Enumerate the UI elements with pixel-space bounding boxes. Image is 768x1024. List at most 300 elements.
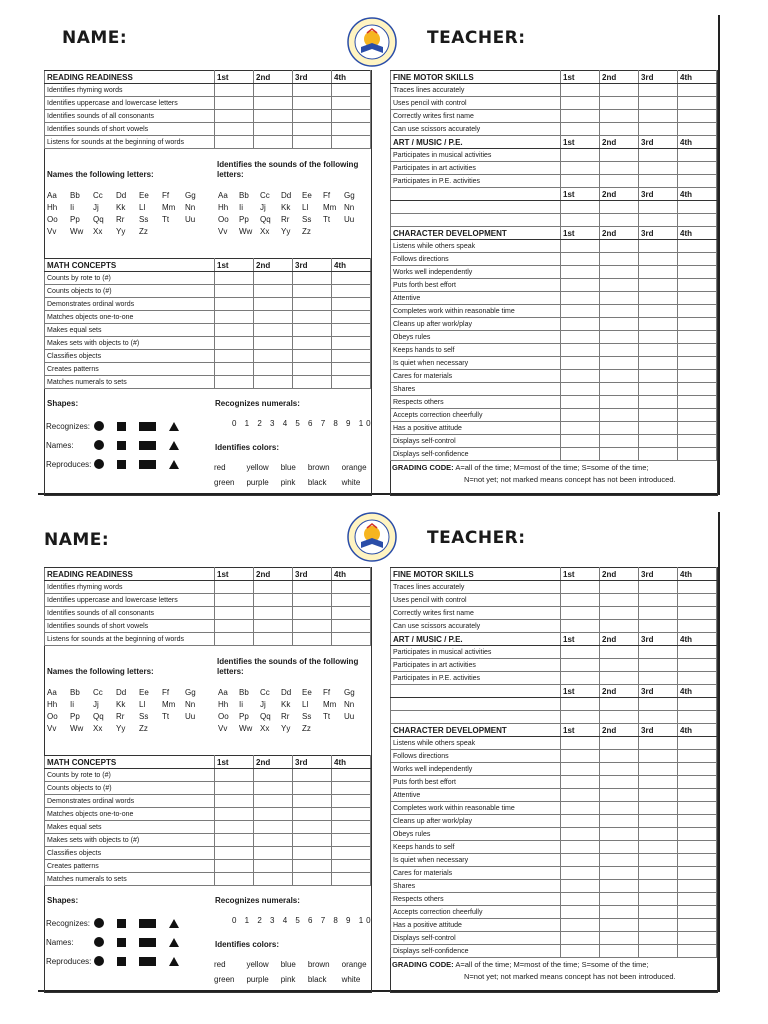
color-word: yellow bbox=[246, 463, 269, 472]
grade-cell bbox=[678, 357, 717, 370]
letter-pair: Ff bbox=[323, 688, 331, 697]
table-row bbox=[391, 841, 717, 854]
letter-pair: Vv bbox=[47, 724, 57, 733]
letter-pair: Ll bbox=[302, 700, 309, 709]
letter-pair: Zz bbox=[302, 724, 311, 733]
grade-cell bbox=[215, 808, 254, 821]
grade-cell bbox=[561, 240, 600, 253]
grade-cell bbox=[639, 149, 678, 162]
grade-cell bbox=[561, 698, 600, 711]
grade-cell bbox=[293, 769, 332, 782]
table-row bbox=[391, 802, 717, 815]
reading-readiness-header bbox=[45, 71, 371, 84]
quarter-header: 2nd bbox=[600, 71, 639, 84]
grade-cell bbox=[600, 750, 639, 763]
item-label: Obeys rules bbox=[391, 331, 561, 344]
grade-cell bbox=[215, 620, 254, 633]
grade-cell bbox=[678, 162, 717, 175]
letter-pair: Oo bbox=[218, 215, 229, 224]
rectangle-icon bbox=[139, 938, 156, 947]
grade-cell bbox=[678, 396, 717, 409]
quarter-header: 4th bbox=[332, 259, 371, 272]
names-letters-grid bbox=[47, 688, 208, 733]
grade-cell bbox=[639, 253, 678, 266]
letter-pair: Uu bbox=[344, 712, 355, 721]
quarter-header: 4th bbox=[678, 227, 717, 240]
grade-cell bbox=[215, 821, 254, 834]
letter-pair: Zz bbox=[139, 227, 148, 236]
quarter-header: 3rd bbox=[293, 259, 332, 272]
grade-cell bbox=[678, 448, 717, 461]
quarter-header: 3rd bbox=[639, 136, 678, 149]
letter-pair: Hh bbox=[47, 203, 58, 212]
grade-cell bbox=[254, 311, 293, 324]
letter-pair: Uu bbox=[185, 712, 196, 721]
letter-pair: Yy bbox=[116, 724, 126, 733]
grade-cell bbox=[561, 266, 600, 279]
item-label: Counts objects to (#) bbox=[45, 285, 215, 298]
grade-cell bbox=[678, 344, 717, 357]
table-row bbox=[391, 422, 717, 435]
letter-pair: Hh bbox=[218, 700, 229, 709]
grade-cell bbox=[678, 932, 717, 945]
item-label: Identifies sounds of short vowels bbox=[45, 620, 215, 633]
triangle-icon bbox=[169, 957, 179, 966]
letter-pair: Tt bbox=[323, 215, 331, 224]
grade-cell bbox=[254, 298, 293, 311]
square-icon bbox=[117, 957, 126, 966]
grade-cell bbox=[254, 376, 293, 389]
letter-pair: Dd bbox=[281, 688, 292, 697]
color-word: blue bbox=[280, 960, 296, 969]
grade-cell bbox=[678, 646, 717, 659]
grade-cell bbox=[254, 581, 293, 594]
table-row bbox=[45, 110, 371, 123]
art-header bbox=[391, 633, 717, 646]
item-label: Respects others bbox=[391, 893, 561, 906]
grade-cell bbox=[600, 659, 639, 672]
quarter-header: 1st bbox=[561, 685, 600, 698]
grade-cell bbox=[561, 867, 600, 880]
table-row bbox=[391, 331, 717, 344]
grade-cell bbox=[678, 698, 717, 711]
table-row bbox=[45, 808, 371, 821]
quarter-header: 4th bbox=[678, 633, 717, 646]
shape-row bbox=[46, 956, 179, 966]
colors-list bbox=[214, 960, 367, 984]
grade-cell bbox=[678, 175, 717, 188]
letter-pair: Ii bbox=[239, 700, 243, 709]
grade-cell bbox=[215, 607, 254, 620]
grade-cell bbox=[678, 815, 717, 828]
quarter-header: 2nd bbox=[254, 568, 293, 581]
grade-cell bbox=[600, 253, 639, 266]
grade-cell bbox=[639, 279, 678, 292]
table-row bbox=[391, 646, 717, 659]
grade-cell bbox=[600, 305, 639, 318]
letter-pair: Kk bbox=[116, 203, 126, 212]
grade-cell bbox=[561, 292, 600, 305]
art-header bbox=[391, 136, 717, 149]
numerals-values: 0 1 2 3 4 5 6 7 8 9 10 bbox=[232, 916, 374, 925]
character-header bbox=[391, 227, 717, 240]
triangle-icon bbox=[169, 919, 179, 928]
quarter-header: 1st bbox=[561, 71, 600, 84]
grade-cell bbox=[215, 363, 254, 376]
grade-cell bbox=[639, 919, 678, 932]
grade-cell bbox=[600, 763, 639, 776]
report-card bbox=[0, 497, 768, 994]
grade-cell bbox=[561, 123, 600, 136]
table-row bbox=[391, 175, 717, 188]
grade-cell bbox=[678, 828, 717, 841]
grade-cell bbox=[332, 795, 371, 808]
grade-cell bbox=[215, 97, 254, 110]
item-label: Can use scissors accurately bbox=[391, 620, 561, 633]
grade-cell bbox=[678, 409, 717, 422]
letter-pair: Qq bbox=[93, 712, 104, 721]
grade-cell bbox=[254, 834, 293, 847]
letter-pair: Bb bbox=[70, 688, 80, 697]
grade-cell bbox=[561, 854, 600, 867]
grade-cell bbox=[639, 659, 678, 672]
grade-cell bbox=[215, 324, 254, 337]
grade-cell bbox=[332, 620, 371, 633]
grade-cell bbox=[600, 932, 639, 945]
item-label: Participates in musical activities bbox=[391, 149, 561, 162]
math-concepts-table bbox=[44, 258, 371, 389]
letter-pair: Xx bbox=[260, 227, 270, 236]
color-word: pink bbox=[280, 975, 296, 984]
grade-cell bbox=[678, 789, 717, 802]
quarter-header: 4th bbox=[678, 685, 717, 698]
grade-cell bbox=[561, 646, 600, 659]
grade-cell bbox=[600, 331, 639, 344]
letter-pair: Cc bbox=[93, 191, 103, 200]
letter-pair: Ii bbox=[70, 203, 74, 212]
letter-pair: Ff bbox=[162, 191, 170, 200]
letter-pair: Zz bbox=[139, 724, 148, 733]
quarter-header: 3rd bbox=[293, 756, 332, 769]
grade-cell bbox=[600, 711, 639, 724]
color-word: green bbox=[214, 975, 235, 984]
table-row bbox=[45, 633, 371, 646]
letter-pair: Rr bbox=[281, 712, 290, 721]
table-row bbox=[45, 376, 371, 389]
grading-code-line2: N=not yet; not marked means concept has not been introduced. bbox=[464, 972, 676, 981]
reading-readiness-table bbox=[44, 567, 371, 646]
extra-header bbox=[391, 188, 717, 201]
shapes-title: Shapes: bbox=[47, 896, 79, 905]
grade-cell bbox=[600, 149, 639, 162]
grade-cell bbox=[561, 945, 600, 958]
table-row bbox=[391, 880, 717, 893]
table-row bbox=[391, 149, 717, 162]
table-row bbox=[391, 123, 717, 136]
letter-pair: Aa bbox=[47, 688, 57, 697]
table-row bbox=[391, 932, 717, 945]
letter-pair: Yy bbox=[281, 724, 291, 733]
letter-pair: Aa bbox=[218, 191, 228, 200]
table-row bbox=[45, 285, 371, 298]
grade-cell bbox=[600, 370, 639, 383]
teacher-label: TEACHER: bbox=[427, 528, 526, 548]
grade-cell bbox=[600, 266, 639, 279]
table-row bbox=[391, 357, 717, 370]
grade-cell bbox=[561, 318, 600, 331]
grade-cell bbox=[293, 84, 332, 97]
grade-cell bbox=[639, 776, 678, 789]
grade-cell bbox=[561, 149, 600, 162]
table-row bbox=[45, 581, 371, 594]
grade-cell bbox=[600, 607, 639, 620]
grade-cell bbox=[600, 448, 639, 461]
grade-cell bbox=[639, 201, 678, 214]
grade-cell bbox=[332, 298, 371, 311]
grade-cell bbox=[678, 370, 717, 383]
grade-cell bbox=[561, 789, 600, 802]
grade-cell bbox=[215, 860, 254, 873]
fine-motor-header bbox=[391, 568, 717, 581]
item-label: Identifies sounds of all consonants bbox=[45, 110, 215, 123]
circle-icon bbox=[94, 956, 104, 966]
fine-motor-header bbox=[391, 71, 717, 84]
grade-cell bbox=[639, 305, 678, 318]
shape-row bbox=[46, 440, 179, 450]
item-label: Accepts correction cheerfully bbox=[391, 409, 561, 422]
quarter-header: 4th bbox=[678, 188, 717, 201]
letter-pair: Pp bbox=[70, 712, 80, 721]
letter-pair bbox=[185, 724, 208, 733]
grade-cell bbox=[332, 363, 371, 376]
shape-row-label: Names: bbox=[46, 440, 74, 450]
letter-pair: Vv bbox=[218, 227, 228, 236]
grade-cell bbox=[254, 620, 293, 633]
reading-readiness-table bbox=[44, 70, 371, 149]
letter-pair: Mm bbox=[162, 203, 176, 212]
letter-pair: Tt bbox=[162, 712, 170, 721]
table-row bbox=[391, 815, 717, 828]
letter-pair: Qq bbox=[260, 215, 271, 224]
item-label: Listens for sounds at the beginning of words bbox=[45, 136, 215, 149]
grade-cell bbox=[215, 795, 254, 808]
table-row bbox=[45, 834, 371, 847]
table-row bbox=[45, 620, 371, 633]
table-row bbox=[45, 272, 371, 285]
letter-pair: Pp bbox=[239, 215, 249, 224]
grade-cell bbox=[678, 880, 717, 893]
table-row bbox=[45, 860, 371, 873]
quarter-header: 4th bbox=[332, 71, 371, 84]
grade-cell bbox=[293, 633, 332, 646]
item-label: Counts objects to (#) bbox=[45, 782, 215, 795]
quarter-header: 2nd bbox=[600, 685, 639, 698]
letter-pair: Pp bbox=[70, 215, 80, 224]
sounds-letters-title: Identifies the sounds of the following letters: bbox=[217, 160, 359, 179]
item-label: Identifies rhyming words bbox=[45, 84, 215, 97]
art-header-title: ART / MUSIC / P.E. bbox=[391, 633, 561, 646]
grade-cell bbox=[678, 279, 717, 292]
grade-cell bbox=[600, 357, 639, 370]
letter-pair: Nn bbox=[344, 700, 355, 709]
item-label: Puts forth best effort bbox=[391, 279, 561, 292]
item-label: Listens for sounds at the beginning of words bbox=[45, 633, 215, 646]
art-header-title: ART / MUSIC / P.E. bbox=[391, 136, 561, 149]
table-row bbox=[391, 240, 717, 253]
grade-cell bbox=[678, 711, 717, 724]
grade-cell bbox=[332, 84, 371, 97]
color-word: pink bbox=[280, 478, 296, 487]
table-row bbox=[45, 123, 371, 136]
grade-cell bbox=[561, 763, 600, 776]
quarter-header: 1st bbox=[561, 188, 600, 201]
grade-cell bbox=[293, 607, 332, 620]
letter-pair: Mm bbox=[162, 700, 176, 709]
grade-cell bbox=[600, 646, 639, 659]
table-row bbox=[391, 344, 717, 357]
letter-pair: Bb bbox=[239, 191, 249, 200]
school-seal-logo bbox=[347, 512, 397, 562]
letter-pair: Pp bbox=[239, 712, 249, 721]
item-label: Participates in P.E. activities bbox=[391, 672, 561, 685]
item-label: Counts by rote to (#) bbox=[45, 272, 215, 285]
grade-cell bbox=[678, 266, 717, 279]
table-row bbox=[391, 318, 717, 331]
table-row bbox=[391, 409, 717, 422]
grade-cell bbox=[678, 214, 717, 227]
grade-cell bbox=[561, 279, 600, 292]
table-row bbox=[45, 594, 371, 607]
grade-cell bbox=[332, 337, 371, 350]
name-label: NAME: bbox=[62, 28, 128, 48]
grade-cell bbox=[293, 594, 332, 607]
grade-cell bbox=[293, 272, 332, 285]
grade-cell bbox=[639, 828, 678, 841]
sounds-letters-title: Identifies the sounds of the following letters: bbox=[217, 657, 359, 676]
grade-cell bbox=[254, 873, 293, 886]
grade-cell bbox=[254, 633, 293, 646]
item-label: Makes equal sets bbox=[45, 821, 215, 834]
letter-pair: Hh bbox=[47, 700, 58, 709]
grade-cell bbox=[600, 698, 639, 711]
grade-cell bbox=[293, 311, 332, 324]
triangle-icon bbox=[169, 460, 179, 469]
quarter-header: 1st bbox=[561, 136, 600, 149]
quarter-header: 4th bbox=[678, 568, 717, 581]
table-row bbox=[45, 363, 371, 376]
item-label: Accepts correction cheerfully bbox=[391, 906, 561, 919]
item-label: Cares for materials bbox=[391, 867, 561, 880]
letter-pair: Ll bbox=[302, 203, 309, 212]
letter-pair: Kk bbox=[281, 700, 291, 709]
item-label: Cleans up after work/play bbox=[391, 318, 561, 331]
grade-cell bbox=[332, 769, 371, 782]
grade-cell bbox=[639, 331, 678, 344]
item-label bbox=[391, 214, 561, 227]
item-label: Matches objects one-to-one bbox=[45, 311, 215, 324]
color-word: purple bbox=[246, 478, 269, 487]
grade-cell bbox=[293, 873, 332, 886]
grading-code-line1: A=all of the time; M=most of the time; S=some of the time; bbox=[455, 960, 649, 969]
grade-cell bbox=[254, 847, 293, 860]
grade-cell bbox=[600, 110, 639, 123]
table-row bbox=[45, 782, 371, 795]
grade-cell bbox=[678, 802, 717, 815]
grade-cell bbox=[293, 97, 332, 110]
table-row bbox=[391, 370, 717, 383]
grade-cell bbox=[561, 253, 600, 266]
name-label: NAME: bbox=[44, 530, 110, 550]
grade-cell bbox=[561, 162, 600, 175]
table-row bbox=[391, 776, 717, 789]
extra-header-title bbox=[391, 685, 561, 698]
quarter-header: 4th bbox=[678, 71, 717, 84]
item-label: Displays self-control bbox=[391, 932, 561, 945]
grade-cell bbox=[678, 422, 717, 435]
letter-pair: Uu bbox=[344, 215, 355, 224]
table-row bbox=[391, 581, 717, 594]
grade-cell bbox=[561, 409, 600, 422]
quarter-header: 2nd bbox=[600, 227, 639, 240]
item-label: Makes sets with objects to (#) bbox=[45, 834, 215, 847]
table-row bbox=[391, 97, 717, 110]
grade-cell bbox=[639, 409, 678, 422]
item-label: Completes work within reasonable time bbox=[391, 802, 561, 815]
grade-cell bbox=[332, 376, 371, 389]
shape-row bbox=[46, 421, 179, 431]
grade-cell bbox=[678, 672, 717, 685]
quarter-header: 2nd bbox=[600, 724, 639, 737]
grade-cell bbox=[561, 435, 600, 448]
grade-cell bbox=[332, 834, 371, 847]
table-row bbox=[45, 97, 371, 110]
grade-cell bbox=[639, 396, 678, 409]
grade-cell bbox=[254, 350, 293, 363]
letter-pair: Dd bbox=[116, 191, 127, 200]
color-word: green bbox=[214, 478, 235, 487]
table-row bbox=[391, 906, 717, 919]
grade-cell bbox=[600, 396, 639, 409]
grade-cell bbox=[561, 396, 600, 409]
letter-pair: Dd bbox=[281, 191, 292, 200]
grade-cell bbox=[293, 795, 332, 808]
grade-cell bbox=[678, 594, 717, 607]
quarter-header: 2nd bbox=[254, 259, 293, 272]
grade-cell bbox=[678, 867, 717, 880]
grade-cell bbox=[639, 750, 678, 763]
grade-cell bbox=[561, 97, 600, 110]
grade-cell bbox=[254, 795, 293, 808]
grade-cell bbox=[293, 298, 332, 311]
square-icon bbox=[117, 919, 126, 928]
grade-cell bbox=[639, 854, 678, 867]
grade-cell bbox=[600, 945, 639, 958]
math-header-title: MATH CONCEPTS bbox=[45, 259, 215, 272]
grade-cell bbox=[639, 646, 678, 659]
letter-pair: Ss bbox=[139, 215, 149, 224]
grade-cell bbox=[293, 363, 332, 376]
colors-title: Identifies colors: bbox=[215, 443, 280, 452]
table-row bbox=[391, 305, 717, 318]
grade-cell bbox=[639, 698, 678, 711]
fine-motor-table bbox=[390, 567, 717, 958]
grade-cell bbox=[639, 240, 678, 253]
grade-cell bbox=[561, 448, 600, 461]
grade-cell bbox=[561, 594, 600, 607]
item-label: Works well independently bbox=[391, 763, 561, 776]
rectangle-icon bbox=[139, 919, 156, 928]
names-letters-title: Names the following letters: bbox=[47, 170, 154, 179]
